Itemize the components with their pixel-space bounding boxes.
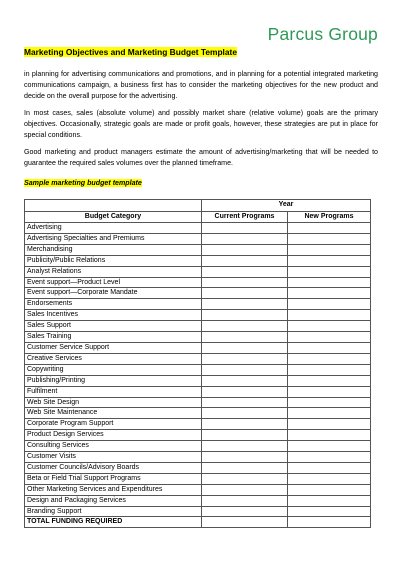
header-current-programs: Current Programs [202, 211, 288, 223]
new-programs-cell[interactable] [288, 321, 371, 332]
total-label: TOTAL FUNDING REQUIRED [25, 517, 202, 528]
category-cell: Customer Visits [25, 452, 202, 463]
category-cell: Endorsements [25, 299, 202, 310]
current-programs-cell[interactable] [202, 484, 288, 495]
new-programs-cell[interactable] [288, 332, 371, 343]
category-cell: Copywriting [25, 364, 202, 375]
table-row [25, 484, 371, 495]
current-programs-cell[interactable] [202, 506, 288, 517]
table-row [25, 364, 371, 375]
current-programs-cell[interactable] [202, 277, 288, 288]
table-row [25, 473, 371, 484]
category-cell: Creative Services [25, 353, 202, 364]
new-programs-cell[interactable] [288, 408, 371, 419]
budget-table [24, 199, 371, 528]
table-row [25, 266, 371, 277]
header-budget-category: Budget Category [25, 211, 202, 223]
table-row [25, 408, 371, 419]
new-programs-cell[interactable] [288, 517, 371, 528]
current-programs-cell[interactable] [202, 397, 288, 408]
category-cell: Advertising [25, 223, 202, 234]
table-row [25, 233, 371, 244]
current-programs-cell[interactable] [202, 353, 288, 364]
table-row [25, 386, 371, 397]
category-cell: Consulting Services [25, 441, 202, 452]
category-cell: Customer Service Support [25, 342, 202, 353]
category-cell: Other Marketing Services and Expenditures [25, 484, 202, 495]
table-row [25, 430, 371, 441]
new-programs-cell[interactable] [288, 473, 371, 484]
table-row [25, 255, 371, 266]
table-row [25, 321, 371, 332]
current-programs-cell[interactable] [202, 419, 288, 430]
table-header-row [25, 211, 371, 223]
new-programs-cell[interactable] [288, 506, 371, 517]
table-row [25, 310, 371, 321]
current-programs-cell[interactable] [202, 266, 288, 277]
category-cell: Sales Incentives [25, 310, 202, 321]
category-cell: Analyst Relations [25, 266, 202, 277]
table-caption [24, 179, 142, 187]
current-programs-cell[interactable] [202, 321, 288, 332]
category-cell: Web Site Design [25, 397, 202, 408]
table-row [25, 419, 371, 430]
current-programs-cell[interactable] [202, 310, 288, 321]
current-programs-cell[interactable] [202, 255, 288, 266]
table-row [25, 223, 371, 234]
current-programs-cell[interactable] [202, 223, 288, 234]
new-programs-cell[interactable] [288, 342, 371, 353]
current-programs-cell[interactable] [202, 342, 288, 353]
table-row [25, 462, 371, 473]
table-row [25, 452, 371, 463]
current-programs-cell[interactable] [202, 408, 288, 419]
current-programs-cell[interactable] [202, 299, 288, 310]
current-programs-cell[interactable] [202, 233, 288, 244]
category-cell: Merchandising [25, 244, 202, 255]
category-cell: Publishing/Printing [25, 375, 202, 386]
current-programs-cell[interactable] [202, 517, 288, 528]
current-programs-cell[interactable] [202, 462, 288, 473]
new-programs-cell[interactable] [288, 299, 371, 310]
current-programs-cell[interactable] [202, 441, 288, 452]
current-programs-cell[interactable] [202, 288, 288, 299]
category-cell: Branding Support [25, 506, 202, 517]
current-programs-cell[interactable] [202, 332, 288, 343]
table-row [25, 288, 371, 299]
category-cell: Corporate Program Support [25, 419, 202, 430]
new-programs-cell[interactable] [288, 462, 371, 473]
paragraph-objectives: In most cases, sales (absolute volume) and possibly market share (relative volume) goals are the primary objectives. Occasionally, strategic goals are made or profit goals, however, these strategies are put in place for special conditions. [24, 109, 378, 139]
new-programs-cell[interactable] [288, 495, 371, 506]
document-title [24, 47, 237, 57]
header-new-programs: New Programs [288, 211, 371, 223]
table-year-row [25, 200, 371, 212]
category-cell: Publicity/Public Relations [25, 255, 202, 266]
current-programs-cell[interactable] [202, 364, 288, 375]
new-programs-cell[interactable] [288, 397, 371, 408]
category-cell: Sales Support [25, 321, 202, 332]
new-programs-cell[interactable] [288, 277, 371, 288]
table-row [25, 441, 371, 452]
total-row [25, 517, 371, 528]
year-header: Year [202, 200, 371, 212]
category-cell: Web Site Maintenance [25, 408, 202, 419]
new-programs-cell[interactable] [288, 255, 371, 266]
category-cell: Beta or Field Trial Support Programs [25, 473, 202, 484]
document-title-text: Marketing Objectives and Marketing Budget Template [24, 47, 237, 57]
new-programs-cell[interactable] [288, 430, 371, 441]
new-programs-cell[interactable] [288, 233, 371, 244]
new-programs-cell[interactable] [288, 419, 371, 430]
table-row [25, 375, 371, 386]
category-cell: Sales Training [25, 332, 202, 343]
new-programs-cell[interactable] [288, 223, 371, 234]
current-programs-cell[interactable] [202, 386, 288, 397]
table-row [25, 397, 371, 408]
table-row [25, 244, 371, 255]
table-row [25, 353, 371, 364]
table-caption-text: Sample marketing budget template [24, 179, 142, 187]
paragraph-planning: in planning for advertising communications and promotions, and in planning for a potential integrated marketing communications campaign, a business first has to consider the marketing objectives for the new product and decide on the overall purpose for the advertising. [24, 70, 378, 100]
category-cell: Product Design Services [25, 430, 202, 441]
table-row [25, 506, 371, 517]
category-cell: Design and Packaging Services [25, 495, 202, 506]
new-programs-cell[interactable] [288, 288, 371, 299]
new-programs-cell[interactable] [288, 244, 371, 255]
new-programs-cell[interactable] [288, 364, 371, 375]
table-row [25, 342, 371, 353]
new-programs-cell[interactable] [288, 375, 371, 386]
category-cell: Customer Councils/Advisory Boards [25, 462, 202, 473]
table-row [25, 332, 371, 343]
brand-logo: Parcus Group [267, 24, 378, 44]
new-programs-cell[interactable] [288, 452, 371, 463]
paragraph-estimate: Good marketing and product managers estimate the amount of advertising/marketing that will be needed to guarantee the required sales volumes over the planned timeframe. [24, 148, 378, 167]
new-programs-cell[interactable] [288, 266, 371, 277]
category-cell: Event support—Corporate Mandate [25, 288, 202, 299]
new-programs-cell[interactable] [288, 441, 371, 452]
new-programs-cell[interactable] [288, 386, 371, 397]
new-programs-cell[interactable] [288, 310, 371, 321]
category-cell: Event support—Product Level [25, 277, 202, 288]
table-row [25, 299, 371, 310]
table-row [25, 495, 371, 506]
new-programs-cell[interactable] [288, 353, 371, 364]
current-programs-cell[interactable] [202, 473, 288, 484]
category-cell: Advertising Specialties and Premiums [25, 233, 202, 244]
new-programs-cell[interactable] [288, 484, 371, 495]
year-blank-cell [25, 200, 202, 212]
category-cell: Fulfilment [25, 386, 202, 397]
current-programs-cell[interactable] [202, 452, 288, 463]
current-programs-cell[interactable] [202, 495, 288, 506]
table-row [25, 277, 371, 288]
current-programs-cell[interactable] [202, 375, 288, 386]
budget-table-body [25, 223, 371, 528]
current-programs-cell[interactable] [202, 244, 288, 255]
current-programs-cell[interactable] [202, 430, 288, 441]
